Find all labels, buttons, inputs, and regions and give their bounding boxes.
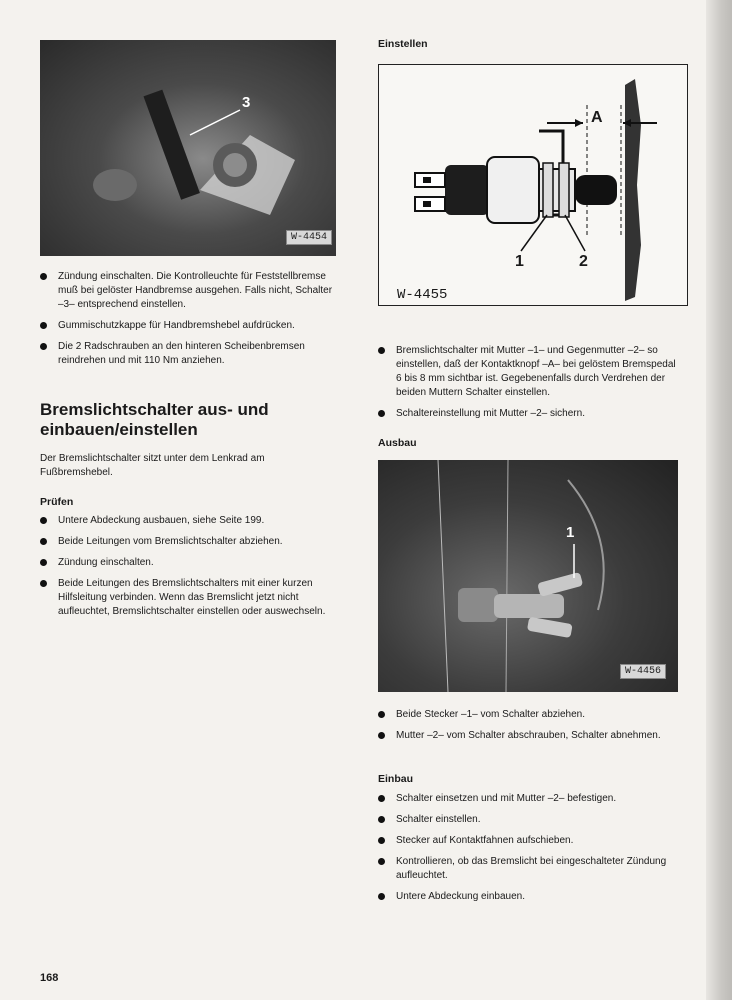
- bullet-icon: [40, 343, 47, 350]
- section-title: Bremslichtschalter aus- und einbauen/einstellen: [40, 400, 269, 439]
- list-item: Schaltereinstellung mit Mutter –2– sichern.: [378, 407, 682, 421]
- photo-switch-removal: [378, 460, 678, 692]
- diagram-tag: W-4455: [397, 287, 448, 303]
- list-item: Stecker auf Kontaktfahnen aufschieben.: [378, 834, 682, 848]
- photo-callout-1: 1: [566, 524, 575, 541]
- photo-switch-removal-drawing: [378, 460, 678, 692]
- list-item: Schalter einstellen.: [378, 813, 682, 827]
- bullet-icon: [40, 273, 47, 280]
- ausbau-heading: Ausbau: [378, 437, 417, 449]
- list-item: Zündung einschalten.: [40, 556, 340, 570]
- photo-tag: W-4456: [620, 664, 666, 679]
- einbau-heading: Einbau: [378, 773, 414, 785]
- ausbau-bullet-list: [378, 708, 682, 750]
- bullet-icon: [378, 795, 385, 802]
- bullet-icon: [378, 816, 385, 823]
- label-2: 2: [579, 253, 588, 270]
- einstellen-heading: Einstellen: [378, 38, 428, 50]
- list-item: Mutter –2– vom Schalter abschrauben, Schalter abnehmen.: [378, 729, 682, 743]
- list-item: Beide Leitungen vom Bremslichtschalter abziehen.: [40, 535, 340, 549]
- bullet-icon: [378, 711, 385, 718]
- bullet-icon: [378, 410, 385, 417]
- label-a: A: [591, 109, 603, 126]
- bullet-icon: [378, 858, 385, 865]
- label-1: 1: [515, 253, 524, 270]
- photo-callout-3: 3: [242, 94, 251, 111]
- photo-handbrake-switch: [40, 40, 336, 256]
- list-item: Beide Stecker –1– vom Schalter abziehen.: [378, 708, 682, 722]
- left-top-bullet-list: [40, 270, 340, 375]
- bullet-icon: [378, 732, 385, 739]
- diagram-switch-adjustment: [378, 64, 688, 306]
- list-item: Gummischutzkappe für Handbremshebel aufdrücken.: [40, 319, 340, 333]
- list-item: Schalter einsetzen und mit Mutter –2– befestigen.: [378, 792, 682, 806]
- bullet-icon: [40, 580, 47, 587]
- einbau-bullet-list: [378, 792, 682, 911]
- photo-handbrake-switch-drawing: [40, 40, 336, 256]
- bullet-icon: [40, 322, 47, 329]
- bullet-icon: [378, 893, 385, 900]
- photo-tag: W-4454: [286, 230, 332, 245]
- bullet-icon: [378, 347, 385, 354]
- bullet-icon: [40, 559, 47, 566]
- list-item: Die 2 Radschrauben an den hinteren Scheibenbremsen reindrehen und mit 110 Nm anziehen.: [40, 340, 340, 368]
- page-number: 168: [40, 972, 59, 984]
- list-item: Kontrollieren, ob das Bremslicht bei eingeschalteter Zündung aufleuchtet.: [378, 855, 682, 883]
- list-item: Untere Abdeckung einbauen.: [378, 890, 682, 904]
- section-intro: Der Bremslichtschalter sitzt unter dem Lenkrad am Fußbremshebel.: [40, 453, 265, 478]
- bullet-icon: [378, 837, 385, 844]
- einstellen-bullet-list: [378, 344, 682, 428]
- pruefen-heading: Prüfen: [40, 496, 74, 508]
- list-item: Beide Leitungen des Bremslichtschalters mit einer kurzen Hilfsleitung verbinden. Wenn das Bremslicht jetzt nicht aufleuchtet, Bremslichtschalter einstellen oder auswechseln.: [40, 577, 340, 619]
- bullet-icon: [40, 517, 47, 524]
- list-item: Untere Abdeckung ausbauen, siehe Seite 199.: [40, 514, 340, 528]
- diagram-switch-drawing: [379, 65, 687, 305]
- page-edge: [706, 0, 732, 1000]
- list-item: Zündung einschalten. Die Kontrolleuchte für Feststellbremse muß bei gelöster Handbremse ausgehen. Falls nicht, Schalter –3– entsprechend einstellen.: [40, 270, 340, 312]
- pruefen-bullet-list: [40, 514, 340, 626]
- bullet-icon: [40, 538, 47, 545]
- list-item: Bremslichtschalter mit Mutter –1– und Gegenmutter –2– so einstellen, daß der Kontaktknopf –A– bei gelöstem Bremspedal 6 bis 8 mm sichtbar ist. Gegebenenfalls durch Verdrehen der beiden Muttern Schalter einstellen.: [378, 344, 682, 400]
